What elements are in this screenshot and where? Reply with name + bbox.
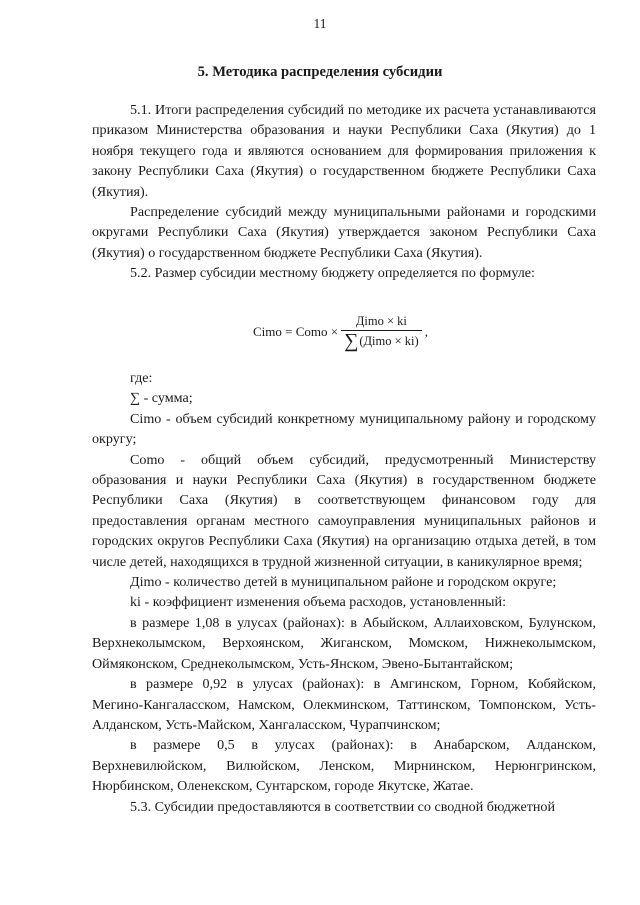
paragraph-dimo-def: Дimo - количество детей в муниципальном районе и городском округе; <box>130 574 557 591</box>
formula-denominator-term: (Дimo × ki) <box>359 333 419 348</box>
formula-numerator: Дimo × ki <box>355 314 407 328</box>
paragraph-5-2: 5.2. Размер субсидии местному бюджету определяется по формуле: <box>130 265 535 282</box>
paragraph-coef-0-92: в размере 0,92 в улусах (районах): в Амгинском, Горном, Кобяйском, Мегино-Кангаласском, Намском, Олекминском, Таттинском, Томпонском, Усть-Алданском, Усть-Майском, Хангаласском, Чурапчинском; <box>92 676 596 733</box>
paragraph-ki-def: ki - коэффициент изменения объема расходов, установленный: <box>130 594 506 611</box>
paragraph-5-1: 5.1. Итоги распределения субсидий по методике их расчета устанавливаются приказом Министерства образования и науки Республики Саха (Якутия) до 1 ноября текущего года и являются основанием для формирования приложения к закону Республики Саха (Якутия) о государственном бюджете Республики Саха (Якутия). <box>92 102 596 200</box>
paragraph-where: где: <box>130 370 153 386</box>
page-number: 11 <box>313 16 327 31</box>
paragraph-sigma-def: ∑ - сумма; <box>130 390 193 407</box>
paragraph-distribution: Распределение субсидий между муниципальными районами и городскими округами Республики Саха (Якутия) утверждается законом Республики Саха (Якутия) о государственном бюджете Республики Саха (Якутия). <box>92 204 596 261</box>
sigma-symbol: ∑ <box>344 330 359 352</box>
section-title: 5. Методика распределения субсидии <box>197 64 443 80</box>
formula-denominator <box>341 330 422 350</box>
body-text-bottom <box>92 368 596 817</box>
formula <box>253 312 428 352</box>
paragraph-coef-0-5: в размере 0,5 в улусах (районах): в Анабарском, Алданском, Верхневилюйском, Вилюйском, Ленском, Мирнинском, Нерюнгринском, Нюрбинском, Оленекском, Сунтарском, городе Якутске, Жатае. <box>92 737 596 795</box>
paragraph-cimo-def: Cimo - объем субсидий конкретному муниципальному району и городскому округу; <box>92 410 596 448</box>
formula-trailing-comma: , <box>424 324 428 339</box>
formula-lhs: Cimo = Como × <box>253 324 339 339</box>
paragraph-como-def: Como - общий объем субсидий, предусмотренный Министерству образования и науки Республики Саха (Якутия) в государственном бюджете Республики Саха (Якутия) в соответствующем финансовом году для предоставления органам местного самоуправления муниципальных районов и городских округов Республики Саха (Якутия) на организацию отдыха детей, в том числе детей, находящихся в трудной жизненной ситуации, в каникулярное время; <box>92 451 596 570</box>
paragraph-5-3: 5.3. Субсидии предоставляются в соответствии со сводной бюджетной <box>130 798 556 815</box>
paragraph-coef-1-08: в размере 1,08 в улусах (районах): в Абыйском, Аллаиховском, Булунском, Верхнеколымском, Верхоянском, Жиганском, Момском, Нижнеколымском, Оймяконском, Среднеколымском, Усть-Янском, Эвено-Бытантайском; <box>92 614 596 672</box>
body-text-top <box>92 100 596 284</box>
formula-fraction <box>341 314 422 350</box>
